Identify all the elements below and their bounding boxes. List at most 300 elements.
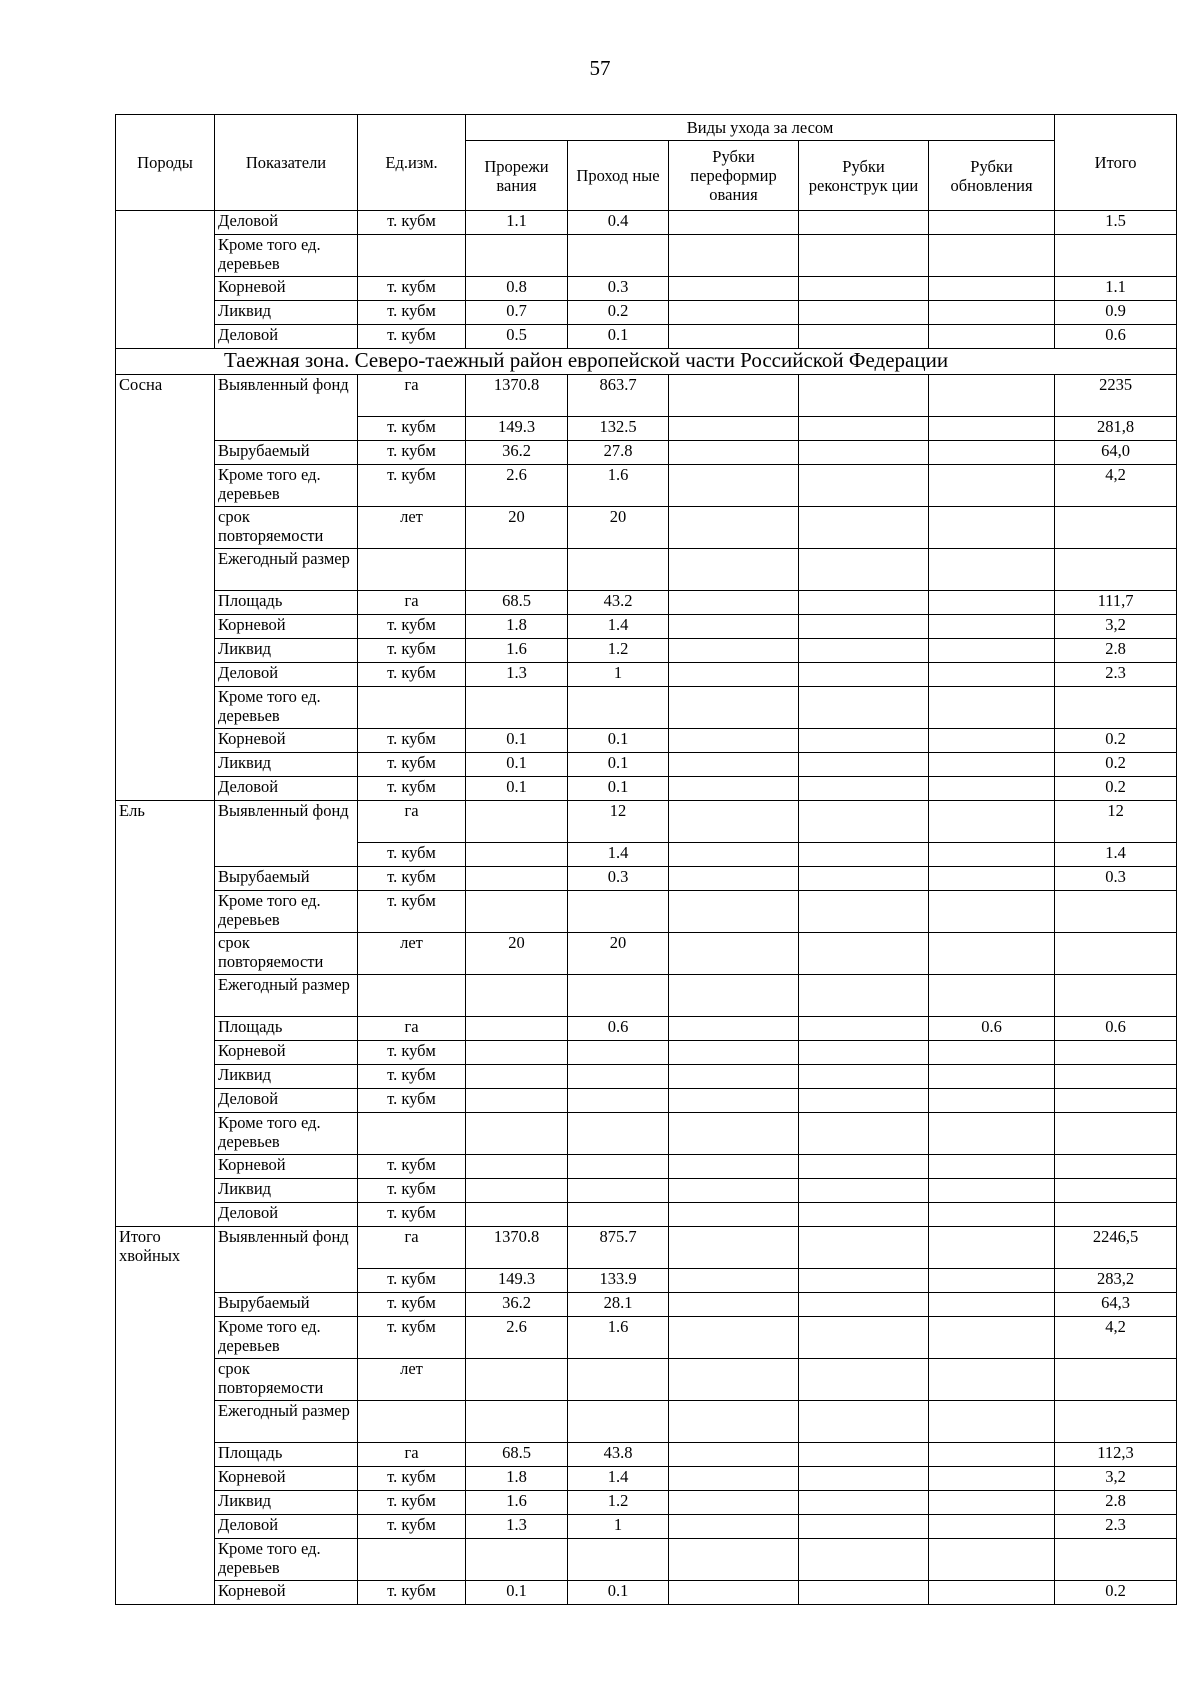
unit-cell: т. кубм [358,1581,466,1605]
indicator-label: Деловой [215,1203,358,1227]
value-cell [466,1539,568,1581]
unit-cell: т. кубм [358,1041,466,1065]
total-cell [1055,235,1177,277]
value-cell: 0.1 [568,1581,669,1605]
value-cell [929,1269,1055,1293]
total-cell: 2.3 [1055,1515,1177,1539]
total-cell: 1.4 [1055,843,1177,867]
value-cell [799,1155,929,1179]
value-cell: 149.3 [466,1269,568,1293]
indicator-label: Кроме того ед. деревьев [215,891,358,933]
value-cell [669,277,799,301]
value-cell: 1.2 [568,1491,669,1515]
value-cell [799,1443,929,1467]
total-cell [1055,1539,1177,1581]
value-cell [466,891,568,933]
unit-cell [358,1539,466,1581]
unit-cell: т. кубм [358,777,466,801]
value-cell: 0.1 [466,729,568,753]
value-cell: 1.3 [466,1515,568,1539]
total-cell [1055,1179,1177,1203]
value-cell [568,975,669,1017]
indicator-label: Кроме того ед. деревьев [215,235,358,277]
value-cell: 863.7 [568,375,669,417]
indicator-label: срок повторяемости [215,507,358,549]
value-cell: 36.2 [466,441,568,465]
value-cell: 2.6 [466,1317,568,1359]
header-total: Итого [1055,115,1177,211]
table-row [116,639,1177,663]
indicator-label: Ликвид [215,753,358,777]
value-cell [799,1539,929,1581]
value-cell: 1 [568,663,669,687]
unit-cell: т. кубм [358,301,466,325]
value-cell [799,663,929,687]
value-cell [929,1065,1055,1089]
unit-cell: га [358,1017,466,1041]
total-cell [1055,1401,1177,1443]
zone-title: Таежная зона. Северо-таежный район европейской части Российской Федерации [116,349,1177,375]
header-reconstruction: Рубки реконструк ции [799,141,929,211]
total-cell [1055,549,1177,591]
total-cell: 0.3 [1055,867,1177,891]
total-cell: 4,2 [1055,1317,1177,1359]
value-cell [669,1293,799,1317]
value-cell: 0.3 [568,867,669,891]
total-cell: 1.1 [1055,277,1177,301]
value-cell: 1.8 [466,1467,568,1491]
total-cell [1055,1155,1177,1179]
table-row [116,1293,1177,1317]
total-cell: 12 [1055,801,1177,843]
indicator-label: Ликвид [215,639,358,663]
value-cell [669,549,799,591]
value-cell [669,301,799,325]
value-cell [799,1041,929,1065]
value-cell [669,1041,799,1065]
table-row [116,1581,1177,1605]
value-cell [669,1317,799,1359]
header-passage: Проход ные [568,141,669,211]
value-cell [929,777,1055,801]
value-cell: 1370.8 [466,375,568,417]
value-cell [929,867,1055,891]
table-row [116,301,1177,325]
value-cell [929,1227,1055,1269]
value-cell [669,933,799,975]
species-cell-continued [116,211,215,349]
table-row [116,549,1177,591]
value-cell [669,801,799,843]
table-row [116,1227,1177,1269]
indicator-label: Вырубаемый [215,441,358,465]
indicator-label: Кроме того ед. деревьев [215,687,358,729]
value-cell: 0.2 [568,301,669,325]
table-row [116,507,1177,549]
indicator-label: Корневой [215,1467,358,1491]
value-cell [568,1065,669,1089]
value-cell [466,1041,568,1065]
total-cell: 112,3 [1055,1443,1177,1467]
value-cell: 0.7 [466,301,568,325]
value-cell [799,867,929,891]
unit-cell: лет [358,1359,466,1401]
table-row [116,1539,1177,1581]
total-cell: 3,2 [1055,615,1177,639]
value-cell [466,867,568,891]
total-cell: 2.8 [1055,639,1177,663]
indicator-label: Ликвид [215,1065,358,1089]
value-cell [568,687,669,729]
value-cell [466,975,568,1017]
table-row [116,933,1177,975]
table-row [116,1155,1177,1179]
value-cell [799,591,929,615]
header-reformation: Рубки переформир ования [669,141,799,211]
value-cell [669,465,799,507]
table-row [116,1113,1177,1155]
value-cell: 20 [568,933,669,975]
value-cell [929,933,1055,975]
indicator-label: Кроме того ед. деревьев [215,1113,358,1155]
value-cell: 0.6 [568,1017,669,1041]
unit-cell: т. кубм [358,1293,466,1317]
table-row [116,1491,1177,1515]
total-cell: 64,0 [1055,441,1177,465]
value-cell: 0.1 [466,1581,568,1605]
total-cell: 0.2 [1055,1581,1177,1605]
value-cell [466,801,568,843]
value-cell [929,549,1055,591]
header-unit: Ед.изм. [358,115,466,211]
table-row [116,465,1177,507]
total-cell: 281,8 [1055,417,1177,441]
value-cell [466,1359,568,1401]
value-cell [929,975,1055,1017]
value-cell: 1.6 [568,1317,669,1359]
value-cell [466,1179,568,1203]
unit-cell [358,1401,466,1443]
indicator-label: Корневой [215,1581,358,1605]
value-cell [799,1113,929,1155]
total-cell [1055,1203,1177,1227]
value-cell [799,211,929,235]
value-cell: 1.6 [466,1491,568,1515]
value-cell: 0.3 [568,277,669,301]
value-cell [799,1317,929,1359]
unit-cell: т. кубм [358,277,466,301]
table-row [116,211,1177,235]
table-row [116,729,1177,753]
indicator-label: Ликвид [215,301,358,325]
value-cell: 0.1 [466,753,568,777]
indicator-label: Корневой [215,615,358,639]
value-cell [669,1065,799,1089]
value-cell [568,891,669,933]
table-row [116,1467,1177,1491]
total-cell [1055,1113,1177,1155]
value-cell [929,235,1055,277]
indicator-label: Площадь [215,1017,358,1041]
total-cell: 1.5 [1055,211,1177,235]
value-cell [669,867,799,891]
value-cell [466,1113,568,1155]
value-cell [799,549,929,591]
value-cell: 0.4 [568,211,669,235]
page-number: 57 [589,56,611,80]
value-cell: 0.5 [466,325,568,349]
value-cell: 43.8 [568,1443,669,1467]
value-cell [799,1065,929,1089]
value-cell [929,325,1055,349]
indicator-label: Площадь [215,1443,358,1467]
value-cell: 20 [466,933,568,975]
indicator-label: срок повторяемости [215,933,358,975]
value-cell [799,1401,929,1443]
value-cell [929,441,1055,465]
value-cell [799,843,929,867]
species-cell: Итого хвойных [116,1227,215,1605]
value-cell: 1.8 [466,615,568,639]
table-row [116,891,1177,933]
value-cell [466,843,568,867]
indicator-label: Вырубаемый [215,867,358,891]
value-cell [669,441,799,465]
species-cell: Сосна [116,375,215,801]
unit-cell: т. кубм [358,1089,466,1113]
value-cell [929,211,1055,235]
unit-cell: га [358,375,466,417]
value-cell: 132.5 [568,417,669,441]
value-cell: 27.8 [568,441,669,465]
value-cell [929,1089,1055,1113]
value-cell [669,235,799,277]
table-row [116,753,1177,777]
table-row [116,687,1177,729]
header-thinning: Прорежи вания [466,141,568,211]
value-cell: 28.1 [568,1293,669,1317]
value-cell: 1 [568,1515,669,1539]
indicator-label: Корневой [215,729,358,753]
value-cell: 1.4 [568,615,669,639]
unit-cell [358,235,466,277]
header-care-types: Виды ухода за лесом [466,115,1055,141]
value-cell [669,1515,799,1539]
value-cell [929,639,1055,663]
indicator-label: Корневой [215,277,358,301]
value-cell [799,325,929,349]
value-cell [799,417,929,441]
value-cell [568,1203,669,1227]
unit-cell: т. кубм [358,1467,466,1491]
total-cell [1055,975,1177,1017]
indicator-label: Деловой [215,1515,358,1539]
total-cell: 3,2 [1055,1467,1177,1491]
value-cell [669,325,799,349]
value-cell [799,753,929,777]
table-row [116,441,1177,465]
value-cell: 20 [568,507,669,549]
value-cell: 1.1 [466,211,568,235]
value-cell [799,1293,929,1317]
table-row [116,867,1177,891]
value-cell [929,375,1055,417]
indicator-label: Ликвид [215,1491,358,1515]
value-cell [799,1203,929,1227]
value-cell [568,1401,669,1443]
value-cell [568,1359,669,1401]
value-cell [799,375,929,417]
total-cell: 0.6 [1055,325,1177,349]
value-cell [669,1203,799,1227]
table-row [116,1515,1177,1539]
value-cell [799,891,929,933]
value-cell [669,1179,799,1203]
unit-cell: т. кубм [358,891,466,933]
indicator-label: Ежегодный размер [215,975,358,1017]
value-cell [568,1179,669,1203]
value-cell [669,687,799,729]
value-cell [669,1155,799,1179]
value-cell: 68.5 [466,1443,568,1467]
table-row [116,375,1177,417]
value-cell [669,1227,799,1269]
value-cell [929,277,1055,301]
unit-cell: т. кубм [358,1065,466,1089]
value-cell [929,1203,1055,1227]
value-cell [669,639,799,663]
table-row [116,975,1177,1017]
value-cell: 1.3 [466,663,568,687]
unit-cell: т. кубм [358,1155,466,1179]
value-cell: 1.4 [568,1467,669,1491]
unit-cell: т. кубм [358,211,466,235]
value-cell [929,417,1055,441]
total-cell: 0.2 [1055,729,1177,753]
table-row [116,663,1177,687]
value-cell [799,507,929,549]
value-cell [669,843,799,867]
indicator-label: Корневой [215,1041,358,1065]
unit-cell: т. кубм [358,867,466,891]
value-cell [799,729,929,753]
value-cell: 1370.8 [466,1227,568,1269]
value-cell [799,687,929,729]
unit-cell: т. кубм [358,1491,466,1515]
table-row [116,591,1177,615]
value-cell [669,211,799,235]
zone-row [116,349,1177,375]
value-cell [929,1179,1055,1203]
total-cell: 2235 [1055,375,1177,417]
value-cell [799,615,929,639]
total-cell: 0.9 [1055,301,1177,325]
value-cell [929,843,1055,867]
value-cell: 0.1 [568,325,669,349]
indicator-label: Площадь [215,591,358,615]
value-cell [929,1113,1055,1155]
unit-cell: га [358,801,466,843]
total-cell [1055,1065,1177,1089]
value-cell [799,1359,929,1401]
value-cell [929,1467,1055,1491]
table-row [116,1089,1177,1113]
indicator-label: Вырубаемый [215,1293,358,1317]
value-cell [669,975,799,1017]
unit-cell: га [358,1227,466,1269]
table-row [116,1041,1177,1065]
total-cell: 0.2 [1055,777,1177,801]
value-cell: 43.2 [568,591,669,615]
unit-cell: т. кубм [358,441,466,465]
value-cell [799,1089,929,1113]
value-cell [669,1017,799,1041]
indicator-label: срок повторяемости [215,1359,358,1401]
value-cell [669,507,799,549]
unit-cell [358,975,466,1017]
value-cell [466,1155,568,1179]
table-row [116,615,1177,639]
value-cell: 0.6 [929,1017,1055,1041]
total-cell [1055,1359,1177,1401]
unit-cell: т. кубм [358,615,466,639]
value-cell [929,729,1055,753]
value-cell: 0.8 [466,277,568,301]
table-row [116,277,1177,301]
value-cell [568,549,669,591]
indicator-label: Ликвид [215,1179,358,1203]
value-cell [929,891,1055,933]
value-cell [929,301,1055,325]
table-row [116,325,1177,349]
value-cell [929,1443,1055,1467]
total-cell: 283,2 [1055,1269,1177,1293]
table-row [116,1203,1177,1227]
value-cell [929,1317,1055,1359]
value-cell [929,753,1055,777]
total-cell [1055,891,1177,933]
value-cell [799,801,929,843]
value-cell [669,1401,799,1443]
value-cell [568,1155,669,1179]
indicator-label: Деловой [215,777,358,801]
table-row [116,801,1177,843]
indicator-label: Деловой [215,325,358,349]
value-cell [669,777,799,801]
value-cell [669,375,799,417]
unit-cell: т. кубм [358,663,466,687]
total-cell [1055,933,1177,975]
value-cell: 0.1 [568,729,669,753]
value-cell: 0.1 [466,777,568,801]
value-cell [929,687,1055,729]
unit-cell: т. кубм [358,465,466,507]
total-cell: 0.6 [1055,1017,1177,1041]
indicator-label: Выявленный фонд [215,801,358,867]
total-cell: 4,2 [1055,465,1177,507]
value-cell [466,1089,568,1113]
value-cell: 68.5 [466,591,568,615]
value-cell [799,975,929,1017]
value-cell [799,1581,929,1605]
value-cell [568,1089,669,1113]
value-cell [929,465,1055,507]
table-row [116,1017,1177,1041]
value-cell [799,1467,929,1491]
value-cell [799,1017,929,1041]
value-cell [799,301,929,325]
value-cell [669,1443,799,1467]
